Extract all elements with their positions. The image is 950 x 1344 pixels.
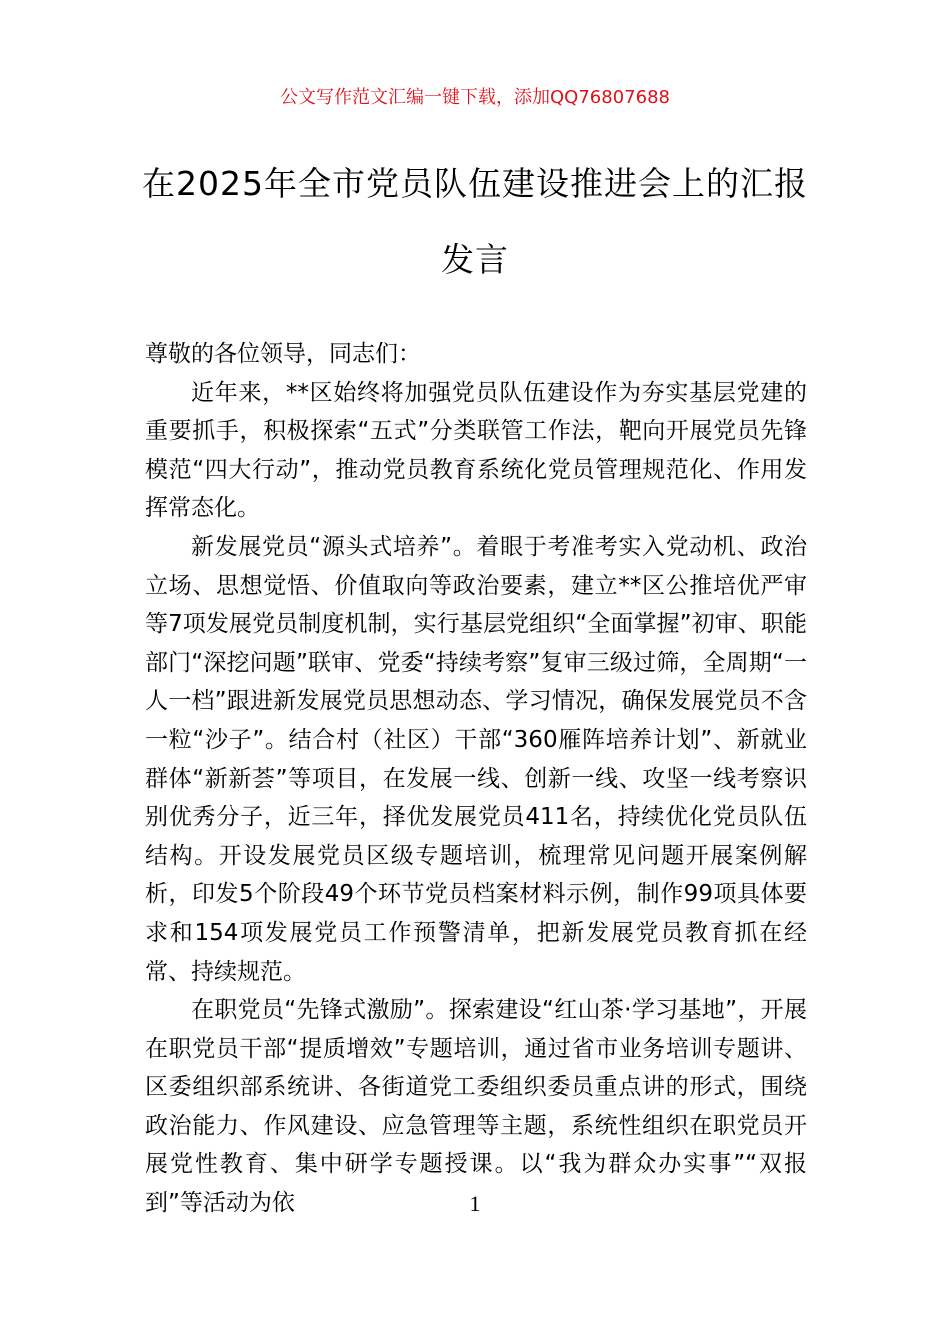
paragraph-intro: 近年来，**区始终将加强党员队伍建设作为夯实基层党建的重要抓手，积极探索“五式”分类联管工作法，靶向开展党员先锋模范“四大行动”，推动党员教育系统化党员管理规范化、作用发挥常态化。 <box>145 379 807 522</box>
paragraph-new-members: 新发展党员“源头式培养”。着眼于考准考实入党动机、政治立场、思想觉悟、价值取向等政治要素，建立**区公推培优严审等7项发展党员制度机制，实行基层党组织“全面掌握”初审、职能部门“深挖问题”联审、党委“持续考察”复审三级过筛，全周期“一人一档”跟进新发展党员思想动态、学习情况，确保发展党员不含一粒“沙子”。结合村（社区）干部“360雁阵培养计划”、新就业群体“新新荟”等项目，在发展一线、创新一线、攻坚一线考察识别优秀分子，近三年，择优发展党员411名，持续优化党员队伍结构。开设发展党员区级专题培训，梳理常见问题开展案例解析，印发5个阶段49个环节党员档案材料示例，制作99项具体要求和154项发展党员工作预警清单，把新发展党员教育抓在经常、持续规范。 <box>145 533 807 985</box>
document-body <box>145 335 807 1223</box>
watermark-banner: 公文写作范文汇编一键下载，添加QQ76807688 <box>280 87 670 108</box>
salutation: 尊敬的各位领导，同志们： <box>145 341 421 367</box>
page-number: 1 <box>469 1191 481 1216</box>
paragraph-serving-members: 在职党员“先锋式激励”。探索建设“红山茶·学习基地”，开展在职党员干部“提质增效”专题培训，通过省市业务培训专题讲、区委组织部系统讲、各街道党工委组织委员重点讲的形式，围绕政治能力、作风建设、应急管理等主题，系统性组织在职党员开展党性教育、集中研学专题授课。以“我为群众办实事”“双报到”等活动为依 <box>145 997 807 1217</box>
document-title: 在2025年全市党员队伍建设推进会上的汇报发言 <box>142 164 808 279</box>
